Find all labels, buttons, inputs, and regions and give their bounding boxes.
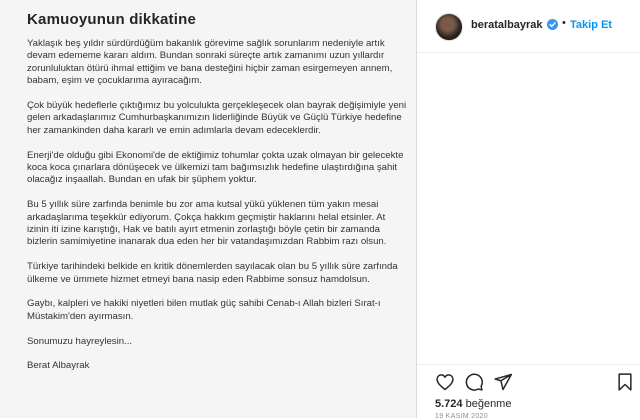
post-paragraph: Çok büyük hedeflerle çıktığımız bu yolculukta gerçekleşecek olan bayrak değişimiyle yeni gelen arkadaşlarımız Cumhurbaşkanımızın liderliğinde Büyük ve Güçlü Türkiye hedefine her zamankinden daha kararlı ve emin adımlarla devam edeceklerdir. [27, 100, 407, 136]
follow-button[interactable]: Takip Et [570, 19, 612, 31]
share-icon[interactable] [493, 372, 513, 392]
avatar[interactable] [435, 13, 463, 41]
post-paragraph: Enerji'de olduğu gibi Ekonomi'de de ektiğimiz tohumlar çokta uzak olmayan bir gelecekte koca koca çınarlara dönüşecek ve ülkemizi tam bağımsızlık hedefine ulaştırdığına şahit olacağız inşaallah. Bundan en ufak bir şüphem yoktur. [27, 149, 404, 186]
post-paragraph: Türkiye tarihindeki belkide en kritik dönemlerden sayılacak olan bu 5 yıllık süre zarfında ülkeme ve ümmete hizmet etmeyi bana nasip eden Rabbime sonsuz hamdolsun. [27, 261, 398, 285]
post-title: Kamuoyunun dikkatine [27, 11, 197, 28]
action-bar [417, 372, 640, 394]
username-link[interactable]: beratalbayrak [471, 19, 543, 31]
post-header [417, 0, 640, 52]
header-divider [417, 52, 640, 53]
post-paragraph: Gaybı, kalpleri ve hakiki niyetleri bilen mutlak güç sahibi Cenab-ı Allah bizleri Sırat-ı Müstakim'den ayırmasın. [27, 298, 381, 322]
post-paragraph: Bu 5 yıllık süre zarfında benimle bu zor ama kutsal yükü yüklenen tüm yakın mesai arkadaşlarıma teşekkür ediyorum. Çokça hakkım geçmiştir haklarını helal etsinler. At izinin iti izine karıştığı, Hak ve batılı ayırt etmenin zorlaştığı böyle çetin bir zamanda bizlerin samimiyetine inanarak dua eden her bir vatandaşımızdan Rabbim razı olsun. [27, 199, 387, 248]
likes-count[interactable] [435, 398, 511, 410]
verified-badge-icon [547, 19, 558, 30]
heart-icon[interactable] [435, 372, 455, 392]
bookmark-icon[interactable] [615, 372, 635, 392]
post-side-panel [417, 0, 640, 418]
post-paragraph: Sonumuzu hayreylesin... [27, 335, 133, 347]
post-paragraph: Yaklaşık beş yıldır sürdürdüğüm bakanlık görevime sağlık sorunlarım nedeniyle artık devam edememe kararı aldım. Bundan sonraki süreçte artık zamanımı uzun yıllardır zorunluluktan ötürü ihmal ettiğim ve bana desteğini hiçbir zaman esirgemeyen annem, babam, eşim ve çocuklarıma ayıracağım. [27, 38, 393, 87]
post-signature: Berat Albayrak [27, 360, 90, 372]
post-date: 19 KASIM 2020 [435, 413, 488, 420]
comments-divider [417, 364, 640, 365]
post-body [27, 38, 409, 385]
header-separator: • [562, 17, 566, 29]
likes-word: beğenme [465, 398, 512, 410]
comment-icon[interactable] [464, 372, 484, 392]
likes-number: 5.724 [435, 398, 463, 410]
